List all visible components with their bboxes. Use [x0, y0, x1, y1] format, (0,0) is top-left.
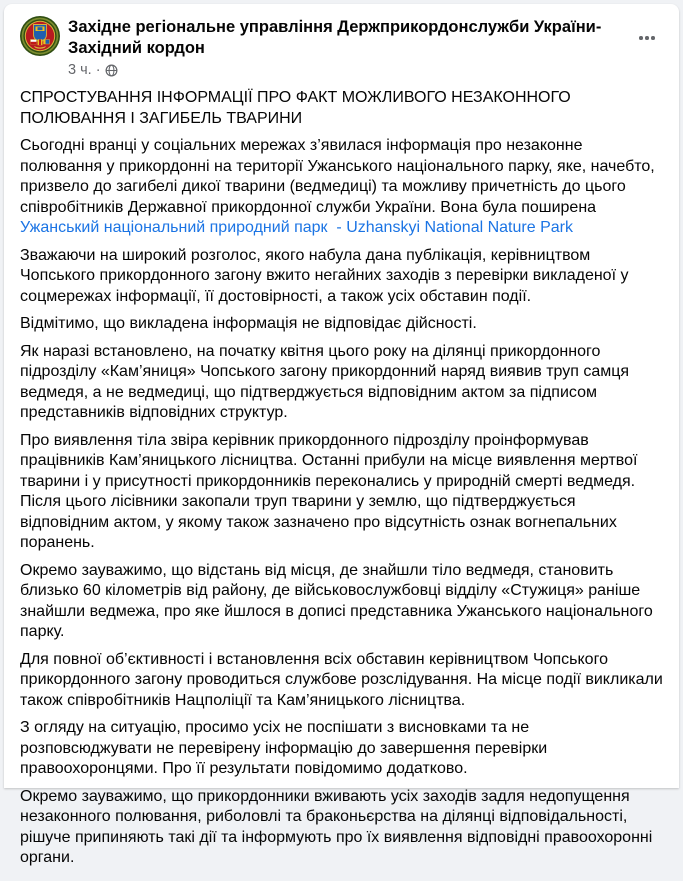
facebook-post-card: [4, 4, 679, 866]
intro-text: Сьогодні вранці у соціальних мережах з’явилася інформація про незаконне полювання у прикордонні на території Ужанського національного парку, яке, начебто, призвело до загибелі дикої тварини (ведмедиці) та можливу причетність до цього співробітників Державної прикордонної служби України. Вона була поширена: [20, 137, 660, 216]
post-title: СПРОСТУВАННЯ ІНФОРМАЦІЇ ПРО ФАКТ МОЖЛИВОГО НЕЗАКОННОГО ПОЛЮВАННЯ І ЗАГИБЕЛЬ ТВАРИНИ: [20, 89, 576, 127]
nature-park-link[interactable]: Ужанський національний природний парк - Uzhanskyi National Nature Park: [20, 219, 573, 236]
post-header-text: [68, 16, 623, 78]
globe-privacy-icon: [105, 64, 118, 77]
post-paragraph: Окремо зауважимо, що прикордонники вживають усіх заходів задля недопущення незаконного полювання, риболовлі та браконьєрства на ділянці відповідальності, рішуче припиняють такі дії та інформують про їх виявлення відповідні правоохоронні органи.: [20, 787, 657, 866]
post-paragraphs: [20, 246, 668, 869]
post-header: [4, 4, 679, 78]
post-paragraph: Про виявлення тіла звіра керівник прикордонного підрозділу проінформував працівників Кам’яницького лісництва. Останні прибули на місце виявлення мертвої тварини і у присутності прикордонників переконались у природній смерті ведмедя. Після цього лісівники закопали труп тварини у землю, що підтверджується відповідним актом, у якому також зазначено про відсутність ознак вогнепальних поранень.: [20, 431, 642, 551]
post-paragraph: Зважаючи на широкий розголос, якого набула дана публікація, керівництвом Чопського прикордонного загону вжито негайних заходів з перевірки викладеної у соцмережах інформації, її достовірності, а також усіх обставин події.: [20, 246, 633, 305]
meta-separator: ·: [95, 62, 101, 78]
post-paragraph: Як наразі встановлено, на початку квітня цього року на ділянці прикордонного підрозділу «Кам’яниця» Чопського загону прикордонний наряд виявив труп самця ведмедя, а не ведмедиці, що підтверджується відповідним актом за підписом представників відповідних структур.: [20, 342, 634, 421]
post-meta: [68, 62, 623, 78]
page-avatar[interactable]: [20, 16, 60, 56]
post-timestamp[interactable]: 3 ч.: [68, 62, 92, 78]
post-intro-paragraph: [20, 136, 663, 239]
ellipsis-more-icon: [639, 36, 643, 40]
post-paragraph: Окремо зауважимо, що відстань від місця, де знайшли тіло ведмедя, становить близько 60 кілометрів від району, де військовослужбовці відділу «Стужиця» раніше знайшли ведмежа, про яке йшлося в дописі представника Ужанського національного парку.: [20, 561, 658, 640]
post-paragraph: З огляду на ситуацію, просимо усіх не поспішати з висновками та не розповсюджувати не перевірену інформацію до завершення перевірки правоохоронцями. Про її результати повідомимо додатково.: [20, 719, 552, 777]
border-guard-emblem-icon: [20, 16, 60, 56]
post-paragraph: Відмітимо, що викладена інформація не відповідає дійсності.: [20, 315, 477, 332]
post-body: [4, 78, 679, 881]
page-name-link[interactable]: Західне регіональне управління Держприкордонслужби України-Західний кордон: [68, 18, 602, 57]
post-paragraph: Для повної об’єктивності і встановлення всіх обставин керівництвом Чопського прикордонного загону проводиться службове розслідування. На місце події викликали також співробітників Нацполіції та Кам’яницького лісництва.: [20, 650, 668, 709]
post-more-button[interactable]: [631, 22, 663, 54]
